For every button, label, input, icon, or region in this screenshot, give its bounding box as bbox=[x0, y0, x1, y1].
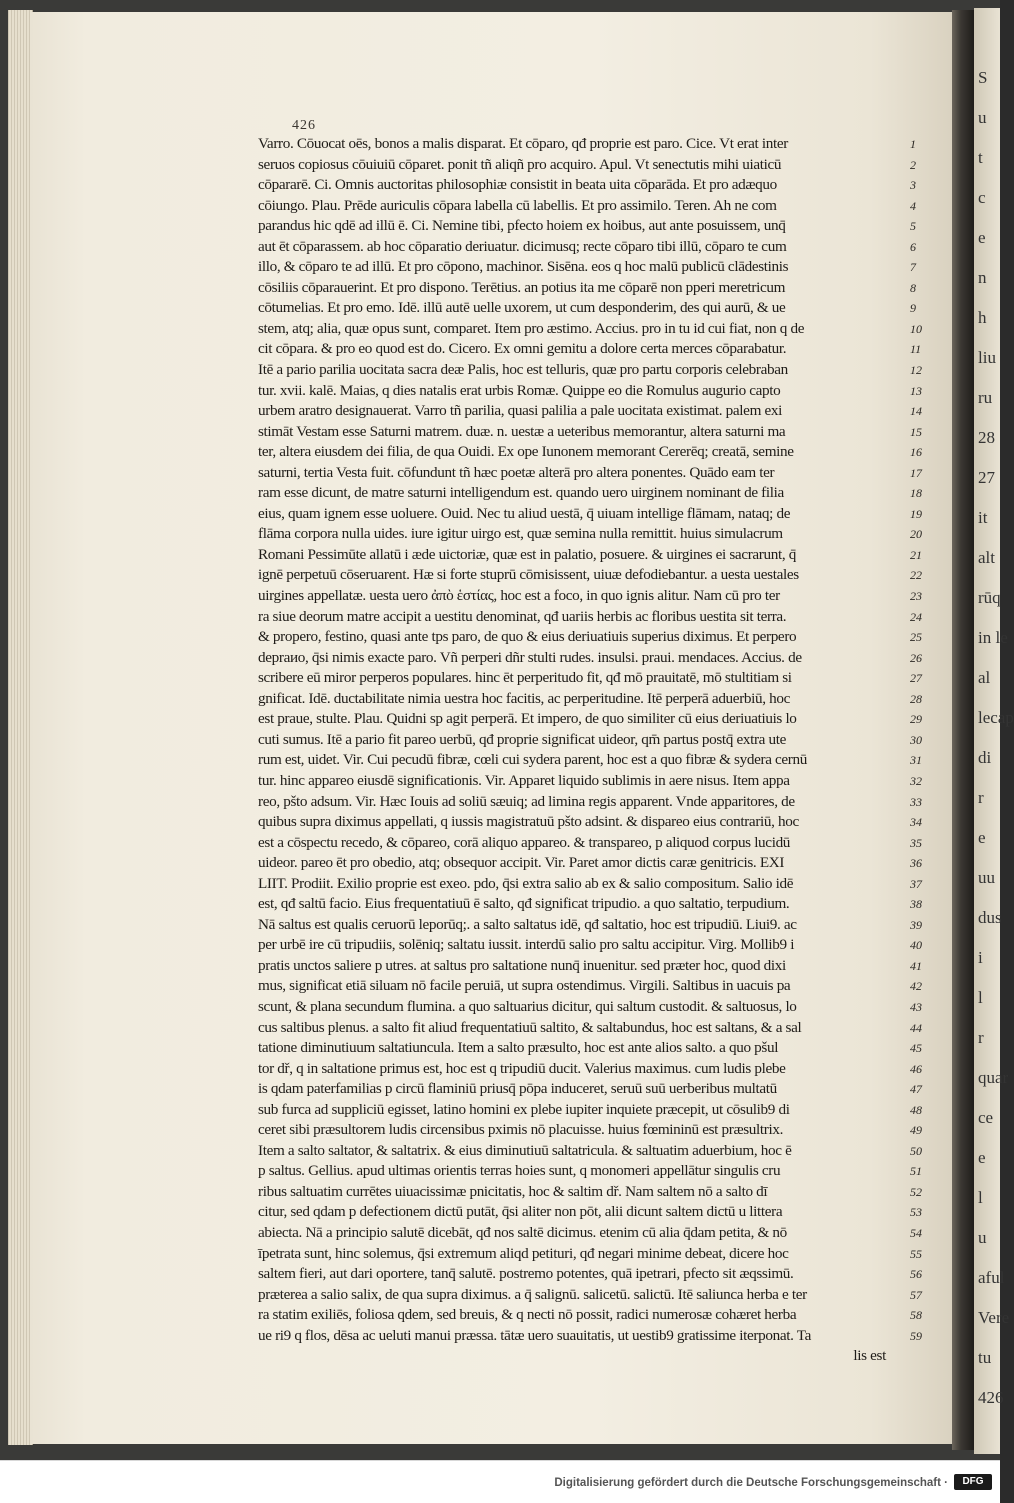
text-line: sub furca ad suppliciū egisset, latino homini ex plebe iupiter inquiete præcepit, ut cōsulib9 di bbox=[258, 1100, 790, 1118]
line-number: 45 bbox=[910, 1041, 922, 1056]
line-number: 48 bbox=[910, 1102, 922, 1117]
line-number: 10 bbox=[910, 321, 922, 336]
text-line: ter, altera eiusdem dei filia, de qua Ouidi. Ex ope Iunonem memorant Cererēq; creatā, semine bbox=[258, 443, 794, 461]
text-line: ignē perpetuū cōseruarent. Hæ si forte stuprū cōmisissent, uiuæ defodiebantur. a uesta uestales bbox=[258, 566, 799, 584]
facing-page-fragment: e bbox=[978, 1148, 986, 1167]
line-number: 11 bbox=[910, 342, 922, 357]
text-line: & propero, festino, quasi ante tps paro, de quo & eius deriuatiuis superius diximus. Et perpero bbox=[258, 628, 797, 646]
facing-page-fragment: dus bbox=[978, 908, 1002, 927]
line-number: 39 bbox=[910, 917, 922, 932]
text-line: cōpararē. Ci. Omnis auctoritas philosophiæ consistit in beata uita cōparāda. Et pro adæquo bbox=[258, 176, 777, 194]
line-number: 41 bbox=[910, 958, 922, 973]
facing-page-fragment: 27 bbox=[978, 468, 995, 487]
facing-page-fragment: rūq bbox=[978, 588, 1001, 607]
text-line: ram esse dicunt, de matre saturni intelligendum est. quando uero uirginem nominant de filia bbox=[258, 484, 784, 502]
line-number: 28 bbox=[910, 691, 922, 706]
line-number: 9 bbox=[910, 301, 916, 316]
facing-page-fragment: ce bbox=[978, 1108, 994, 1127]
line-number: 35 bbox=[910, 835, 922, 850]
line-number: 53 bbox=[910, 1205, 922, 1220]
facing-page-fragment: n bbox=[978, 268, 987, 287]
facing-page-fragment: al bbox=[978, 668, 991, 687]
text-line: stimāt Vestam esse Saturni matrem. duæ. n. uestæ a ueteribus memorantur, altera saturni ma bbox=[258, 422, 786, 440]
text-line: illo, & cōparo te ad illū. Et pro cōpono, machinor. Sisēna. eos q hoc malū publicū clādestinis bbox=[258, 258, 789, 276]
text-line: flāma corpora nulla uides. iure igitur uirgo est, quæ semina nulla remittit. huius simulacrum bbox=[258, 525, 783, 543]
book-gutter bbox=[952, 10, 974, 1450]
line-number: 1 bbox=[910, 137, 916, 151]
facing-page-fragment: 426 bbox=[978, 1388, 1004, 1407]
facing-page-fragment: c bbox=[978, 188, 986, 207]
text-line: cōsiliis cōparauerint. Et pro dispono. Terētius. an potius ita me cōparē non pperi meretricum bbox=[258, 278, 786, 296]
text-line: urbem aratro designauerat. Varro tñ parilia, quasi palilia a pale uocitata existimat. palem exi bbox=[258, 402, 782, 420]
text-line: est, qđ saltū facio. Eius frequentatiuū ē salto, qđ significat tripudio. a quo saltatio, terpudium. bbox=[258, 895, 790, 913]
text-line: Item a salto saltator, & saltatrix. & eius diminutiuū saltatricula. & saltuatim aduerbium, hoc ē bbox=[258, 1141, 792, 1159]
text-line: eius, quam ignem esse uoluere. Ouid. Nec tu aliud uestā, q̄ uiuam intellige flāmam, nataq; de bbox=[258, 504, 791, 522]
line-number: 21 bbox=[910, 547, 922, 562]
text-line: cōtumelias. Et pro emo. Idē. illū autē uelle uxorem, ut cum desponderim, des qui aurū, & ue bbox=[258, 299, 786, 317]
line-number: 54 bbox=[910, 1225, 922, 1240]
line-number: 30 bbox=[910, 732, 922, 747]
line-number: 13 bbox=[910, 383, 922, 398]
line-number: 19 bbox=[910, 506, 922, 521]
text-line: ceret sibi præsultorem ludis circensibus pximis nō placuisse. huius fœmininū est præsultrix. bbox=[258, 1121, 784, 1139]
text-line: ra statim exiliēs, foliosa qdem, sed breuis, & q necti nō possit, radici numerosæ cohæret herba bbox=[258, 1306, 797, 1324]
line-number-column bbox=[910, 134, 944, 1346]
facing-page-fragment: S bbox=[978, 68, 988, 87]
text-line: Nā saltus est qualis ceruorū leporūq;. a salto saltatus idē, qđ saltatio, hoc est tripudiū. Liui9. ac bbox=[258, 915, 797, 933]
facing-page-fragment: 28 bbox=[978, 428, 995, 447]
line-number: 7 bbox=[910, 260, 916, 275]
line-number: 59 bbox=[910, 1328, 922, 1343]
text-line: tur. hinc appareo eiusdē significationis. Vir. Apparet liquido sublimis in aere nisus. Item appa bbox=[258, 771, 790, 789]
facing-page-fragment: lecap bbox=[978, 708, 1014, 727]
line-number: 52 bbox=[910, 1184, 922, 1199]
line-number: 24 bbox=[910, 609, 922, 624]
text-line: præterea a salio salix, de qua supra diximus. a q̄ salignū. salicetū. salictū. Itē saliunca herba e ter bbox=[258, 1285, 807, 1303]
text-line: Itē a pario parilia uocitata sacra deæ Palis, hoc est telluris, quæ pro partu corporis celebraban bbox=[258, 361, 788, 379]
text-line: scunt, & plana secundum flumina. a quo saltuarius dicitur, qui saltum custodit. & saltuosus, lo bbox=[258, 997, 797, 1015]
line-number: 2 bbox=[910, 157, 916, 172]
text-line: p saltus. Gellius. apud ultimas orientis terras hoies sunt, q monomeri appellātur singulis cru bbox=[258, 1162, 781, 1180]
line-number: 18 bbox=[910, 486, 922, 501]
line-number: 47 bbox=[910, 1082, 922, 1097]
line-number: 16 bbox=[910, 445, 922, 460]
facing-page-fragment: alt bbox=[978, 548, 995, 567]
line-number: 42 bbox=[910, 979, 922, 994]
facing-page-fragment: quar bbox=[978, 1068, 1009, 1087]
folio-number: 426 bbox=[292, 118, 316, 133]
line-number: 22 bbox=[910, 568, 922, 583]
text-line: cuti sumus. Itē a pario fit pareo uerbū, qđ proprie significat uideor, qm̄ partus postq̄ extra ute bbox=[258, 730, 786, 748]
facing-page-fragment: Vere bbox=[978, 1308, 1010, 1327]
text-line: aut ēt cōparassem. ab hoc cōparatio deriuatur. dicimusq; recte cōparo tibi illū, cōparo te cum bbox=[258, 237, 787, 255]
text-line: citur, sed qdam p defectionem dictū putāt, q̄si aliter non pōt, alii dicunt saltem dictū u littera bbox=[258, 1203, 783, 1221]
line-number: 56 bbox=[910, 1267, 922, 1282]
text-line: ribus saltuatim currētes uiuacissimæ pnicitatis, hoc & saltim dř. Nam saltem nō a salto dī bbox=[258, 1182, 768, 1200]
text-line: seruos copiosus cōuiuiū cōparet. ponit tñ aliqñ pro acquiro. Apul. Vt senectutis mihi uiaticū bbox=[258, 155, 782, 173]
line-number: 12 bbox=[910, 363, 922, 378]
text-line: uirgines appellatæ. uesta uero ἀπὸ ἑστίας, hoc est a foco, in quo ignis alitur. Nam cū pro ter bbox=[258, 587, 780, 605]
line-number: 32 bbox=[910, 773, 922, 788]
line-number: 8 bbox=[910, 280, 916, 295]
line-number: 17 bbox=[910, 465, 922, 480]
line-number: 6 bbox=[910, 239, 916, 254]
text-line: LIIT. Prodiit. Exilio proprie est exeo. pdo, q̄si extra salio ab ex & salio compositum. Salio idē bbox=[258, 874, 794, 892]
line-number: 15 bbox=[910, 424, 922, 439]
line-number: 29 bbox=[910, 712, 922, 727]
text-line: cit cōpara. & pro eo quod est do. Cicero. Ex omni gemitu a dolore certa merces cōparabatur. bbox=[258, 340, 787, 358]
line-number: 55 bbox=[910, 1246, 922, 1261]
line-number: 50 bbox=[910, 1143, 922, 1158]
facing-page-fragment: ru bbox=[978, 388, 993, 407]
facing-page-fragment: di bbox=[978, 748, 992, 767]
text-line: per urbē ire cū tripudiis, solēniq; saltatu iussit. interdū salio pro saltu accipitur. Virg. Mollib9 i bbox=[258, 936, 795, 954]
text-line: est a cōspectu recedo, & cōpareo, corā aliquo appareo. & transpareo, p aliquod corpus lucidū bbox=[258, 833, 791, 851]
facing-page-fragment: l bbox=[978, 1188, 983, 1207]
line-number: 14 bbox=[910, 404, 922, 419]
line-number: 27 bbox=[910, 671, 922, 686]
text-line: tur. xvii. kalē. Maias, q dies natalis erat urbis Romæ. Quippe eo die Romulus augurio capto bbox=[258, 381, 781, 399]
line-number: 46 bbox=[910, 1061, 922, 1076]
text-line: est praue, stulte. Plau. Quidni sp agit perperā. Et impero, de quo similiter cū eius deriuatiuis lo bbox=[258, 710, 797, 728]
line-number: 26 bbox=[910, 650, 922, 665]
line-number: 4 bbox=[910, 198, 916, 213]
text-line: cōiungo. Plau. Prēde auriculis cōpara labella cū labellis. Et pro assimilo. Teren. Ah ne com bbox=[258, 196, 777, 214]
text-line: reo, pšto adsum. Vir. Hæc Iouis ad soliū sæuiq; ad limina regis apparent. Vnde apparitores, de bbox=[258, 792, 795, 810]
facing-page-fragment: l bbox=[978, 988, 983, 1007]
text-line: pratis unctos saliere p utres. at saltus pro saltatione nunq̄ inuenitur. sed præter hoc, quod dixi bbox=[258, 956, 786, 974]
facing-page-fragment: aful bbox=[978, 1268, 1005, 1287]
text-line: rum est, uidet. Vir. Cui pecudū fibræ, cœli cui sydera parent, hoc est a quo fibræ & sydera cernū bbox=[258, 751, 808, 769]
line-number: 38 bbox=[910, 897, 922, 912]
text-line: cus saltibus plenus. a salto fit aliud frequentatiuū saltito, & saltabundus, hoc est saltans, & a sal bbox=[258, 1018, 802, 1036]
text-line: ra siue deorum matre accipit a uestitu denominat, qđ uariis herbis ac floribus uestita sit terra. bbox=[258, 607, 787, 625]
text-column bbox=[258, 134, 898, 1367]
line-number: 51 bbox=[910, 1164, 922, 1179]
line-number: 34 bbox=[910, 815, 922, 830]
facing-page-fragment: it bbox=[978, 508, 988, 527]
facing-page-fragment: r bbox=[978, 1028, 984, 1047]
text-line: Romani Pessimūte allatū i æde uictoriæ, quæ est in palatio, posuere. & uirgines ei sacrarunt, q̄ bbox=[258, 545, 797, 563]
text-line: gnificat. Idē. ductabilitate nimia uestra hoc facitis, ac perperitudine. Itē perperā aduerbiū, hoc bbox=[258, 689, 791, 707]
line-number: 31 bbox=[910, 753, 922, 768]
line-number: 37 bbox=[910, 876, 922, 891]
text-line: īpetrata sunt, hinc solemus, q̄si extremum aliqd petituri, qđ negari minime debeat, dicere hoc bbox=[258, 1244, 789, 1262]
dfg-logo: DFG bbox=[954, 1474, 992, 1490]
text-line: ue ri9 q flos, dēsa ac ueluti manui præssa. tātæ uero suauitatis, ut uestib9 gratissime iterponat. Ta bbox=[258, 1326, 811, 1344]
line-number: 25 bbox=[910, 630, 922, 645]
text-line: uideor. pareo ēt pro obedio, atq; obsequor accipit. Vir. Paret amor dictis caræ genitricis. EXI bbox=[258, 854, 785, 872]
text-line: lis est bbox=[853, 1347, 886, 1365]
text-line: Varro. Cōuocat oēs, bonos a malis disparat. Et cōparo, qđ proprie est paro. Cice. Vt erat inter bbox=[258, 135, 788, 152]
text-line: tor dř, q in saltatione primus est, hoc est q tripudiū ducit. Valerius maximus. cum ludis plebe bbox=[258, 1059, 786, 1077]
facing-page-fragment: uu bbox=[978, 868, 995, 887]
line-number: 44 bbox=[910, 1020, 922, 1035]
text-line: mus, significat etiā siluam nō facile peruiā, ut supra ostendimus. Virgili. Saltibus in uacuis pa bbox=[258, 977, 791, 995]
facing-page-fragment: t bbox=[978, 148, 983, 167]
line-number: 57 bbox=[910, 1287, 922, 1302]
text-line: tatione diminutiuum saltatiuncula. Item a salto præsulto, hoc est ante alios salto. a quo pšul bbox=[258, 1039, 779, 1057]
line-number: 20 bbox=[910, 527, 922, 542]
facing-page-fragment: tu bbox=[978, 1348, 992, 1367]
facing-page-fragment: in le bbox=[978, 628, 1008, 647]
text-line: scribere eū miror perperos populares. hinc ēt perperitudo fit, qđ mō prauitatē, mō stultitiam si bbox=[258, 669, 792, 687]
line-number: 58 bbox=[910, 1308, 922, 1323]
facing-page-fragment: u bbox=[978, 1228, 987, 1247]
facing-page-fragment: liu bbox=[978, 348, 996, 367]
line-number: 23 bbox=[910, 589, 922, 604]
line-number: 3 bbox=[910, 178, 916, 193]
facing-page-fragment: i bbox=[978, 948, 983, 967]
text-line: depraио, q̄si nimis exacte paro. Vñ perperi dñr stulti rudes. insulsi. praui. mendaces. Accius. de bbox=[258, 648, 802, 666]
text-line: saltem fieri, aut dari oportere, tanq̄ salutē. postremo potentes, quā ipetrari, pfecto sit æqssimū. bbox=[258, 1265, 794, 1283]
text-line: quibus supra diximus appellati, q iussis magistratuū pšto adsint. & dispareo eius contrariū, hoc bbox=[258, 813, 799, 831]
facing-page-fragment: r bbox=[978, 788, 984, 807]
text-line: abiecta. Nā a principio salutē dicebāt, qđ nos saltē dicimus. etenim cū alia q̄dam petita, & nō bbox=[258, 1223, 787, 1241]
text-line: stem, atq; alia, quæ opus sunt, comparet. Item pro æstimo. Accius. pro in tu id cui fiat, non q de bbox=[258, 319, 805, 337]
line-number: 40 bbox=[910, 938, 922, 953]
facing-page-fragment: u bbox=[978, 108, 987, 127]
line-number: 36 bbox=[910, 856, 922, 871]
line-number: 5 bbox=[910, 219, 916, 234]
text-line: parandus hic qdē ad illū ē. Ci. Nemine tibi, pfecto hoiem ex hoibus, aut ante posuissem, unq̄ bbox=[258, 217, 786, 235]
line-number: 43 bbox=[910, 999, 922, 1014]
line-number: 49 bbox=[910, 1123, 922, 1138]
text-line: is qdam paterfamilias p circū flaminiū priusq̄ pōpa induceret, seruū suū uerberibus multatū bbox=[258, 1080, 777, 1098]
facing-page-fragment: e bbox=[978, 828, 986, 847]
facing-page-edge bbox=[974, 8, 1014, 1454]
facing-page-fragment: e bbox=[978, 228, 986, 247]
line-number: 33 bbox=[910, 794, 922, 809]
facing-page-fragment: h bbox=[978, 308, 987, 327]
text-line: saturni, tertia Vesta fuit. cōfundunt tñ hæc poetæ alterā pro altera ponentes. Quādo eam ter bbox=[258, 463, 775, 481]
funding-credit: Digitalisierung gefördert durch die Deutsche Forschungsgemeinschaft · bbox=[554, 1477, 948, 1489]
footer-bar bbox=[0, 1460, 1000, 1503]
